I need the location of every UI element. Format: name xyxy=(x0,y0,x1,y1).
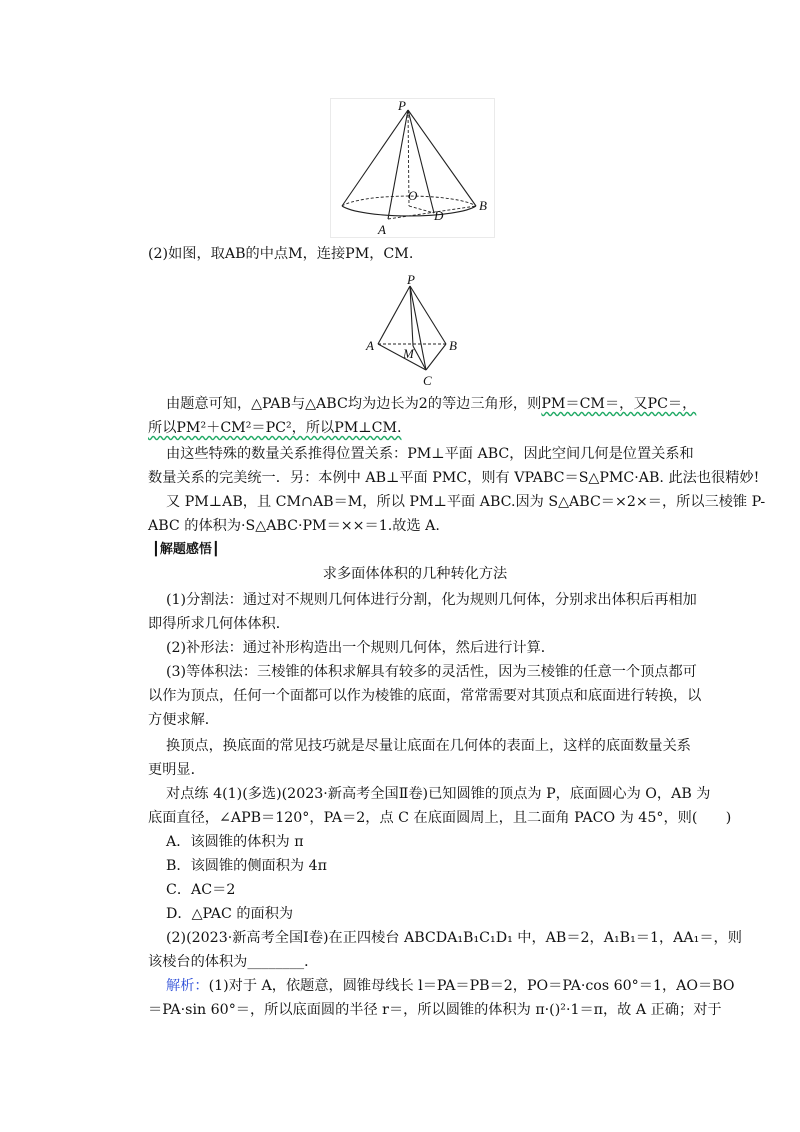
text-span: (1)对于 A，依题意，圆锥母线长 l＝PA＝PB＝2，PO＝PA·cos 60°＝1，AO＝BO xyxy=(208,978,735,994)
option-a: A．该圆锥的体积为 π xyxy=(166,834,304,850)
step-2-intro: (2)如图，取AB的中点M，连接PM，CM. xyxy=(148,246,414,262)
cone-label-o: O xyxy=(408,188,418,203)
paragraph-line: 以作为顶点，任何一个面都可以作为棱锥的底面，常常需要对其顶点和底面进行转换，以 xyxy=(148,688,702,704)
tetra-label-a: A xyxy=(366,338,374,353)
exercise-line: 该棱台的体积为________． xyxy=(148,954,319,970)
solution-line xyxy=(166,976,735,996)
solution-line: ＝PA·sin 60°＝，所以底面圆的半径 r＝，所以圆锥的体积为 π·()²·1＝π，故 A 正确；对于 xyxy=(148,1002,722,1018)
paragraph-line: (1)分割法：通过对不规则几何体进行分割，化为规则几何体，分别求出体积后再相加 xyxy=(166,592,697,608)
section-title: 求多面体体积的几种转化方法 xyxy=(322,566,508,582)
paragraph-line: 又 PM⊥AB，且 CM∩AB＝M，所以 PM⊥平面 ABC.因为 S△ABC＝×2×＝，所以三棱锥 P- xyxy=(166,494,766,510)
tetra-label-p: P xyxy=(407,272,415,287)
option-b: B．该圆锥的侧面积为 4π xyxy=(166,858,327,874)
paragraph-line: 即得所求几何体体积． xyxy=(148,616,290,632)
paragraph-line: 由这些特殊的数量关系推得位置关系：PM⊥平面 ABC，因此空间几何是位置关系和 xyxy=(166,446,694,462)
text-span: 由题意可知，△PAB与△ABC均为边长为2的等边三角形，则 xyxy=(166,396,542,412)
exercise-line: 底面直径，∠APB＝120°，PA＝2，点 C 在底面圆周上，且二面角 PACO 为 45°，则( ) xyxy=(148,810,732,826)
cone-diagram xyxy=(330,98,495,238)
cone-label-b: B xyxy=(479,198,487,213)
paragraph-line: ABC 的体积为·S△ABC·PM＝××＝1.故选 A. xyxy=(148,518,440,534)
tetra-figure xyxy=(360,272,460,388)
paragraph-line: 方便求解． xyxy=(148,712,219,728)
paragraph-line: (2)补形法：通过补形构造出一个规则几何体，然后进行计算． xyxy=(166,640,555,656)
option-c: C．AC＝2 xyxy=(166,882,236,898)
paragraph-line: 换顶点，换底面的常见技巧就是尽量让底面在几何体的表面上，这样的底面数量关系 xyxy=(166,738,691,754)
paragraph-line xyxy=(166,394,697,414)
cone-label-p: P xyxy=(398,98,406,113)
paragraph-line: 数量关系的完美统一．另：本例中 AB⊥平面 PMC，则有 VPABC＝S△PMC·AB. 此法也很精妙! xyxy=(148,470,760,486)
tetra-label-m: M xyxy=(403,346,414,361)
cone-label-d: D xyxy=(434,208,444,223)
cone-figure xyxy=(330,98,495,238)
option-d: D．△PAC 的面积为 xyxy=(166,906,294,922)
tetrahedron-diagram xyxy=(360,272,460,388)
text-span-underlined: 所以PM²＋CM²＝PC²，所以PM⊥CM. xyxy=(148,420,402,436)
tetra-label-c: C xyxy=(423,373,432,388)
paragraph-line: (3)等体积法：三棱锥的体积求解具有较多的灵活性，因为三棱锥的任意一个顶点都可 xyxy=(166,664,697,680)
solution-label: 解析： xyxy=(166,978,209,994)
cone-label-a: A xyxy=(378,222,386,237)
paragraph-line xyxy=(148,418,682,438)
exercise-line: (2)(2023·新高考全国Ⅰ卷)在正四棱台 ABCDA₁B₁C₁D₁ 中，AB＝2，A₁B₁＝1，AA₁＝，则 xyxy=(166,930,742,946)
exercise-line: 对点练 4(1)(多选)(2023·新高考全国Ⅱ卷)已知圆锥的顶点为 P，底面圆心为 O，AB 为 xyxy=(166,786,711,802)
section-tag: ┃解题感悟┃ xyxy=(152,542,220,557)
tetra-label-b: B xyxy=(449,338,457,353)
text-span-underlined: PM＝CM＝，又PC＝， xyxy=(541,396,697,412)
paragraph-line: 更明显． xyxy=(148,762,205,778)
